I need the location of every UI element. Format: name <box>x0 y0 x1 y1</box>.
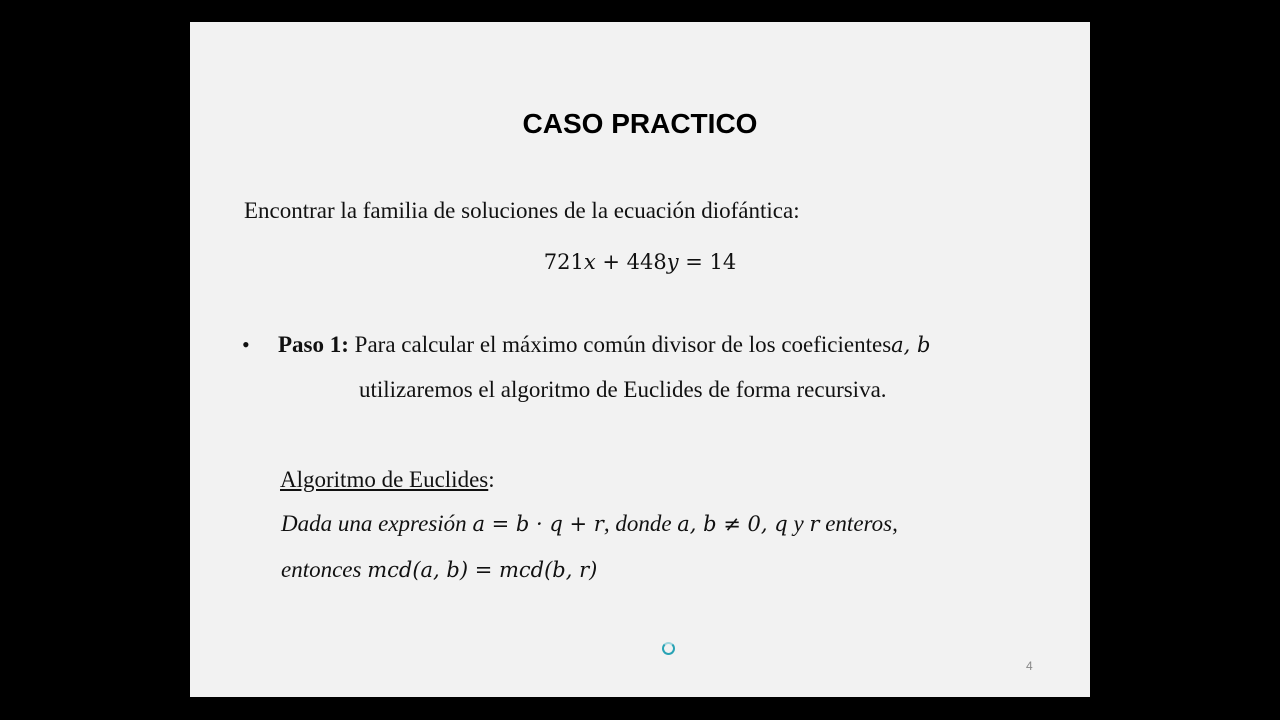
algorithm-text-d: enteros, <box>819 511 898 536</box>
algorithm-line-1 <box>281 511 898 537</box>
algorithm-text-e: entonces <box>281 557 368 582</box>
step-label: Paso 1: <box>278 332 349 357</box>
step-1-line-1 <box>278 332 930 358</box>
slide-title: CASO PRACTICO <box>522 108 758 139</box>
step-text: Para calcular el máximo común divisor de los coeficientes <box>348 332 892 357</box>
algorithm-heading <box>280 467 495 493</box>
gcd-identity: 𝑚𝑐𝑑(𝑎, 𝑏) = 𝑚𝑐𝑑(𝑏, 𝑟) <box>367 558 598 582</box>
page-number: 4 <box>1026 659 1033 673</box>
bullet-icon: • <box>242 332 250 357</box>
algorithm-heading-colon: : <box>488 467 495 492</box>
loading-spinner-icon <box>662 642 675 655</box>
algorithm-heading-text: Algoritmo de Euclides <box>280 467 489 492</box>
division-expression: 𝑎 = 𝑏 · 𝑞 + 𝑟 <box>472 512 604 536</box>
step-1-line-2: utilizaremos el algoritmo de Euclides de forma recursiva. <box>359 377 887 402</box>
slide <box>190 22 1090 697</box>
diophantine-equation: 721𝑥 + 448𝑦 = 14 <box>543 250 737 274</box>
intro-text: Encontrar la familia de soluciones de la ecuación diofántica: <box>244 198 800 223</box>
nonzero-condition: 𝑎, 𝑏 ≠ 0, 𝑞 <box>677 512 788 536</box>
algorithm-text-b: , donde <box>603 511 678 536</box>
algorithm-line-2 <box>281 557 597 583</box>
remainder-symbol: 𝑟 <box>809 512 820 536</box>
algorithm-text-c: y <box>787 511 810 536</box>
coefficients-math: 𝑎, 𝑏 <box>891 333 931 357</box>
algorithm-text-a: Dada una expresión <box>281 511 473 536</box>
